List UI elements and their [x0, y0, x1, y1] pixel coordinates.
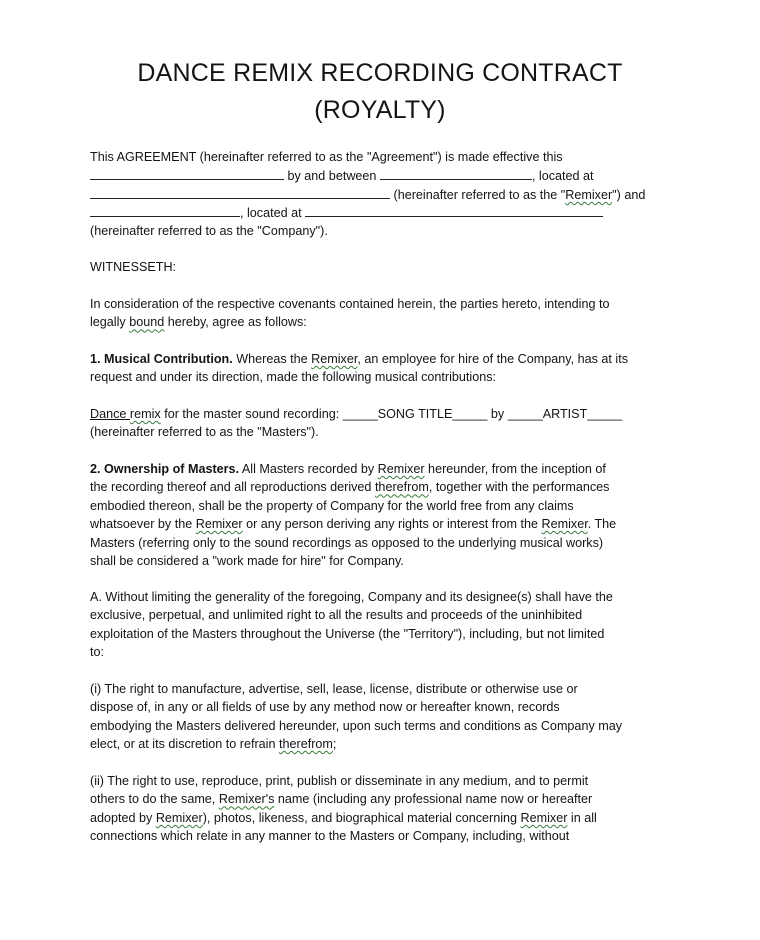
- section-2-line: [90, 478, 690, 496]
- party-blank: [380, 166, 532, 180]
- section-2-line: [90, 460, 690, 478]
- text-span: All Masters recorded by: [239, 462, 378, 476]
- contract-title: DANCE REMIX RECORDING CONTRACT: [137, 59, 623, 87]
- intro-text: (hereinafter referred to as the ": [393, 187, 566, 202]
- masters-line: (hereinafter referred to as the "Masters").: [90, 425, 319, 440]
- item-i-line: dispose of, in any or all fields of use by any method now or hereafter known, records: [90, 700, 560, 715]
- remixer-term: Remixer: [541, 517, 588, 532]
- remix-term: remix: [129, 407, 161, 421]
- witnesseth-heading: WITNESSETH:: [90, 260, 177, 274]
- text-span: . The: [587, 517, 617, 532]
- text-span: legally: [90, 315, 130, 330]
- text-span: , an employee for hire of the Company, has at its: [357, 352, 629, 366]
- section-1-line: [90, 350, 690, 368]
- intro-text: by and between: [287, 169, 377, 184]
- section-1-heading: 1. Musical Contribution.: [90, 352, 233, 366]
- section-2-line: Masters (referring only to the sound recordings as opposed to the underlying musical works): [90, 535, 604, 550]
- item-ii-line: [90, 809, 690, 827]
- section-1-paragraph: [90, 350, 690, 387]
- item-i-line: [90, 735, 690, 753]
- text-span: whatsoever by the: [90, 517, 196, 532]
- section-1-line: request and under its direction, made the following musical contributions:: [90, 370, 497, 385]
- item-i-line: embodying the Masters delivered hereunder, upon such terms and conditions as Company may: [90, 718, 623, 733]
- address-blank: [90, 185, 390, 199]
- intro-line: [90, 185, 690, 203]
- item-ii-line: connections which relate in any manner to the Masters or Company, including, without: [90, 829, 570, 844]
- remixer-term: Remixer's: [218, 792, 275, 807]
- intro-text: ") and: [612, 187, 646, 202]
- paragraph-a-line: exploitation of the Masters throughout the Universe (the "Territory"), including, but not limited: [90, 626, 605, 641]
- item-i-line: (i) The right to manufacture, advertise, sell, lease, license, distribute or otherwise use or: [90, 682, 578, 696]
- remixer-term: Remixer: [520, 810, 568, 825]
- text-span: for the master sound recording: _____SONG TITLE_____ by _____ARTIST_____: [160, 407, 623, 421]
- text-span: in all: [567, 810, 597, 825]
- section-2-line: embodied thereon, shall be the property of Company for the world free from any claims: [90, 498, 574, 513]
- masters-paragraph: [90, 405, 690, 442]
- paragraph-a: [90, 588, 690, 662]
- paragraph-a-line: A. Without limiting the generality of the foregoing, Company and its designee(s) shall have the: [90, 590, 613, 604]
- bound-term: bound: [129, 315, 165, 330]
- masters-line: [90, 405, 690, 423]
- text-span: , together with the performances: [428, 480, 610, 495]
- text-span: or any person deriving any rights or interest from the: [242, 517, 542, 532]
- text-span: elect, or at its discretion to refrain: [90, 737, 279, 752]
- consideration-paragraph: [90, 295, 690, 332]
- therefrom-term: therefrom: [374, 480, 429, 495]
- text-span: hereby, agree as follows:: [164, 315, 307, 330]
- text-span: name (including any professional name now or hereafter: [274, 792, 593, 807]
- text-span: ), photos, likeness, and biographical material concerning: [202, 810, 521, 825]
- intro-text: , located at: [240, 206, 302, 221]
- company-address-blank: [305, 203, 603, 217]
- text-span: hereunder, from the inception of: [424, 462, 606, 476]
- company-blank: [90, 203, 240, 217]
- section-2-line: shall be considered a "work made for hire" for Company.: [90, 553, 404, 568]
- text-span: ;: [332, 737, 337, 752]
- section-2-paragraph: [90, 460, 690, 570]
- remixer-term: Remixer: [565, 187, 613, 202]
- consideration-line: In consideration of the respective covenants contained herein, the parties hereto, intending to: [90, 297, 610, 311]
- text-span: the recording thereof and all reproductions derived: [90, 480, 375, 495]
- item-i-paragraph: [90, 680, 690, 754]
- intro-line: (hereinafter referred to as the "Company").: [90, 223, 328, 238]
- date-blank: [90, 166, 284, 180]
- remixer-term: Remixer: [377, 462, 425, 476]
- text-span: adopted by: [90, 810, 156, 825]
- intro-line: [90, 166, 690, 184]
- remixer-term: Remixer: [311, 352, 358, 366]
- intro-line: This AGREEMENT (hereinafter referred to as the "Agreement") is made effective this: [90, 150, 563, 164]
- contract-subtitle: (ROYALTY): [314, 96, 446, 124]
- item-ii-line: [90, 790, 690, 808]
- text-span: Dance: [90, 407, 130, 421]
- text-span: others to do the same,: [90, 792, 219, 807]
- intro-text: , located at: [531, 169, 594, 184]
- paragraph-a-line: exclusive, perpetual, and unlimited right to all the results and proceeds of the uninhibited: [90, 608, 583, 623]
- intro-paragraph: [90, 148, 690, 240]
- item-ii-line: (ii) The right to use, reproduce, print, publish or disseminate in any medium, and to permit: [90, 774, 589, 788]
- consideration-line: [90, 313, 690, 331]
- therefrom-term: therefrom: [279, 737, 333, 752]
- remixer-term: Remixer: [155, 810, 203, 825]
- text-span: Whereas the: [232, 352, 312, 366]
- intro-line: [90, 203, 690, 221]
- paragraph-a-line: to:: [90, 645, 105, 660]
- section-2-heading: 2. Ownership of Masters.: [90, 462, 240, 476]
- remixer-term: Remixer: [195, 517, 243, 532]
- section-2-line: [90, 515, 690, 533]
- item-ii-paragraph: [90, 772, 690, 846]
